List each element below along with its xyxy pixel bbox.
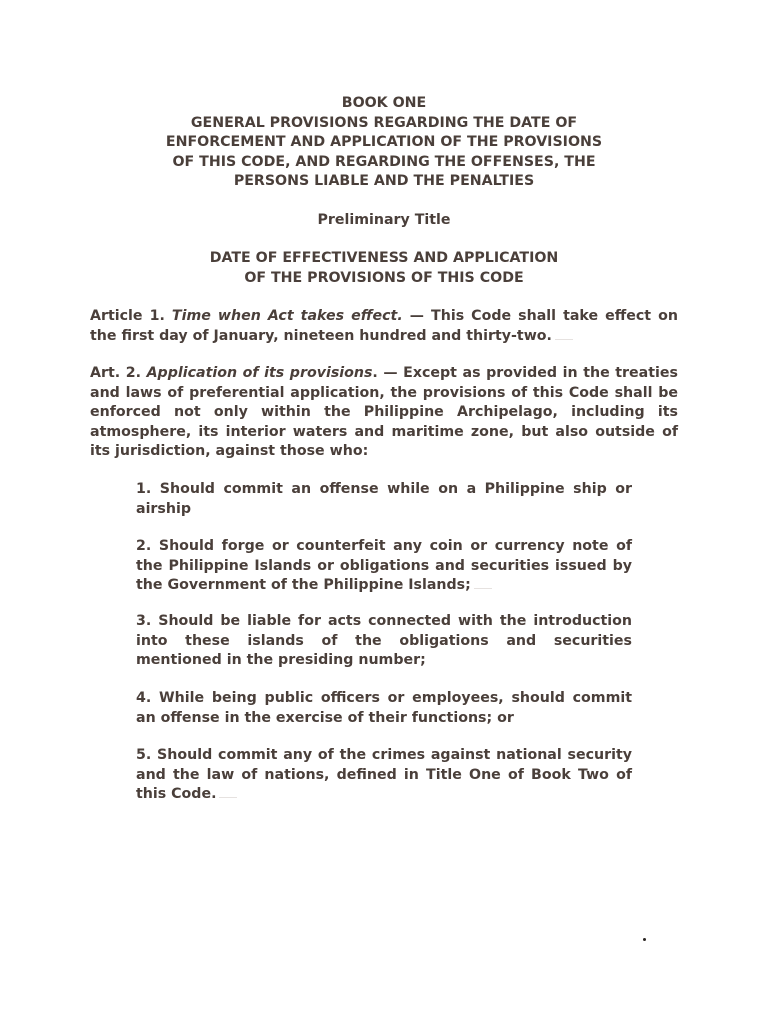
book-heading-line: GENERAL PROVISIONS REGARDING THE DATE OF: [190, 114, 578, 131]
stray-dot: [643, 938, 646, 941]
book-heading-line: ENFORCEMENT AND APPLICATION OF THE PROVISIONS: [165, 134, 603, 150]
article-2: [90, 364, 678, 462]
section-heading: [90, 249, 678, 288]
section-heading-line: OF THE PROVISIONS OF THIS CODE: [244, 269, 524, 286]
article-2-text: Except as provided in the treaties and laws of preferential application, the provisions of this Code shall be enforced not only within the Philippine Archipelago, including its atmosphere, its interior waters and maritime zone, but also outside of its jurisdiction, against those who:: [90, 365, 678, 459]
book-heading-line: PERSONS LIABLE AND THE PENALTIES: [233, 173, 535, 189]
article-1-dash: —: [409, 308, 424, 324]
trailing-mark: [555, 339, 573, 340]
list-item: [136, 746, 632, 805]
list-item-text: 4. While being public officers or employees, should commit an offense in the exercise of their functions; or: [136, 690, 632, 726]
list-item: [136, 480, 632, 519]
article-1-text: This Code shall take effect on the first day of January, nineteen hundred and thirty-two.: [90, 308, 678, 344]
book-heading: [90, 94, 678, 192]
article-2-number: Art. 2.: [90, 365, 141, 381]
book-heading-line: BOOK ONE: [341, 95, 427, 111]
list-item: [136, 537, 632, 596]
section-heading-line: DATE OF EFFECTIVENESS AND APPLICATION: [209, 250, 559, 266]
list-item-text: 1. Should commit an offense while on a Philippine ship or airship: [136, 481, 632, 517]
book-heading-line: OF THIS CODE, AND REGARDING THE OFFENSES, THE: [172, 153, 596, 170]
article-1-title: Time when Act takes effect.: [171, 308, 403, 324]
preliminary-title: [90, 211, 678, 231]
list-item: [136, 612, 632, 671]
list-item-text: 2. Should forge or counterfeit any coin or currency note of the Philippine Islands or obligations and securities issued by the Government of the Philippine Islands;: [136, 538, 632, 593]
list-item-text: 5. Should commit any of the crimes against national security and the law of nations, defined in Title One of Book Two of this Code.: [136, 747, 632, 802]
trailing-mark: [474, 588, 492, 589]
list-item-text: 3. Should be liable for acts connected with the introduction into these islands of the obligations and securities mentioned in the presiding number;: [136, 613, 632, 668]
article-2-dash: . —: [372, 365, 398, 381]
list-item: [136, 689, 632, 728]
article-2-title: Application of its provisions: [146, 365, 373, 381]
preliminary-title-text: Preliminary Title: [317, 212, 451, 228]
article-1: [90, 307, 678, 346]
article-1-number: Article 1.: [90, 308, 165, 324]
trailing-mark: [219, 797, 237, 798]
